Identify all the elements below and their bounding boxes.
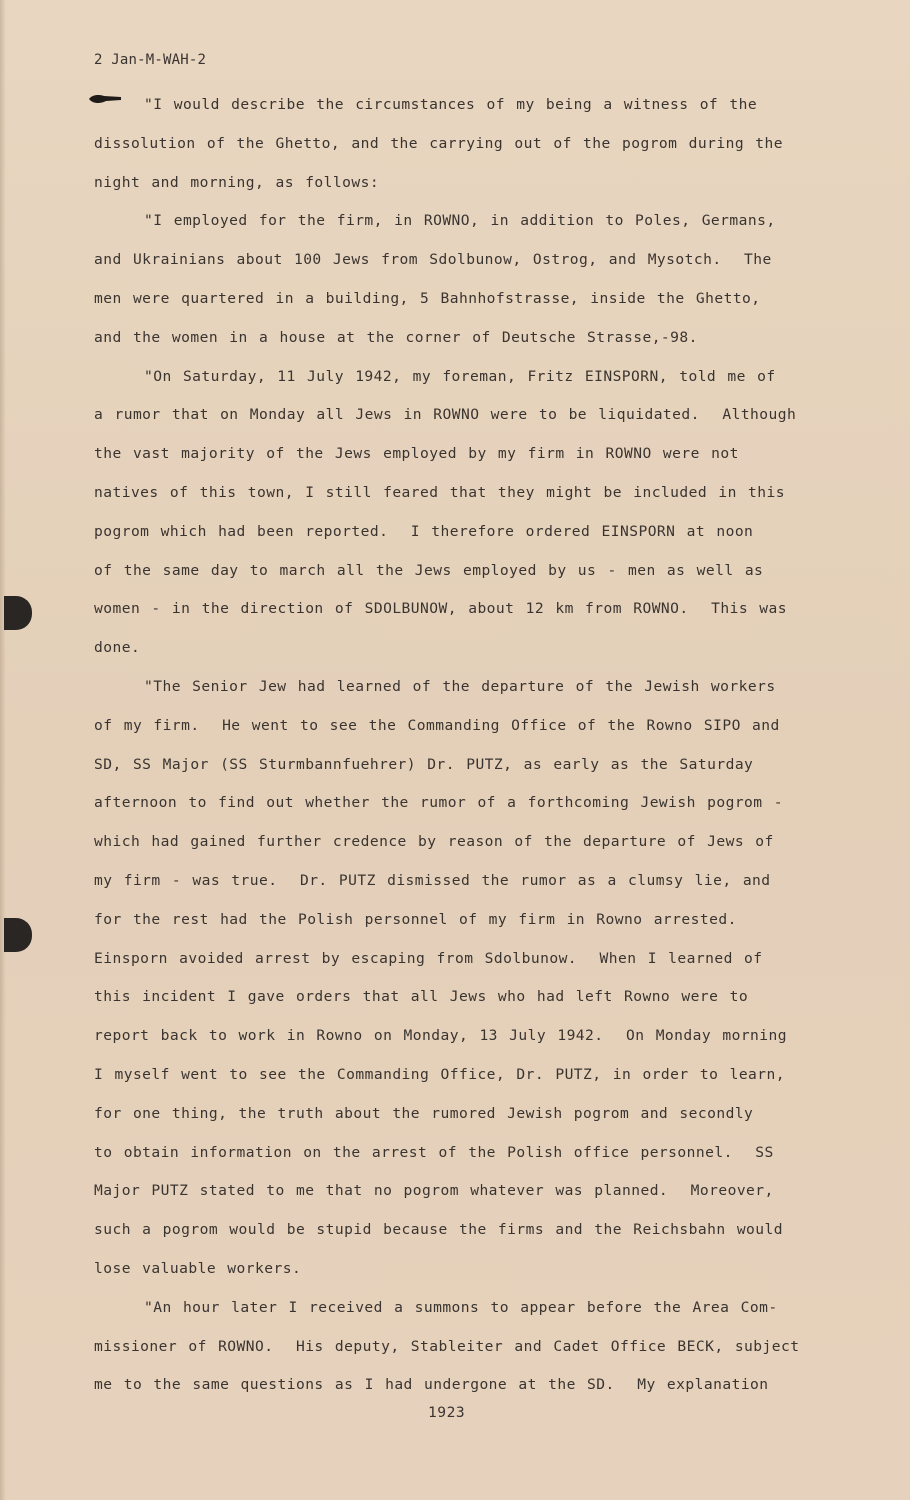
text-line: my firm - was true. Dr. PUTZ dismissed the rumor as a clumsy lie, and: [94, 871, 771, 889]
text-line: and the women in a house at the corner of Deutsche Strasse,-98.: [94, 328, 698, 346]
text-line: such a pogrom would be stupid because the firms and the Reichsbahn would: [94, 1221, 784, 1239]
text-line: natives of this town, I still feared that they might be included in this: [94, 483, 786, 501]
paragraph: [94, 86, 814, 202]
text-line: this incident I gave orders that all Jews who had left Rowno were to: [94, 988, 749, 1006]
text-line: for one thing, the truth about the rumored Jewish pogrom and secondly: [94, 1104, 754, 1122]
text-line: afternoon to find out whether the rumor of a forthcoming Jewish pogrom -: [94, 794, 784, 812]
text-line: I myself went to see the Commanding Office, Dr. PUTZ, in order to learn,: [94, 1065, 786, 1083]
punch-hole-upper: [4, 596, 32, 630]
document-reference: 2 Jan-M-WAH-2: [94, 52, 207, 68]
paragraph: [94, 202, 814, 357]
text-line: "I employed for the firm, in ROWNO, in addition to Poles, Germans,: [144, 212, 776, 230]
text-line: men were quartered in a building, 5 Bahnhofstrasse, inside the Ghetto,: [94, 289, 761, 307]
text-line: and Ukrainians about 100 Jews from Sdolbunow, Ostrog, and Mysotch. The: [94, 251, 772, 269]
text-line: me to the same questions as I had undergone at the SD. My explanation: [94, 1376, 769, 1394]
text-line: done.: [94, 639, 141, 657]
text-line: lose valuable workers.: [94, 1259, 302, 1277]
punch-hole-lower: [4, 918, 32, 952]
text-line: "On Saturday, 11 July 1942, my foreman, Fritz EINSPORN, told me of: [144, 367, 776, 385]
text-line: to obtain information on the arrest of the Polish office personnel. SS: [94, 1143, 774, 1161]
text-line: for the rest had the Polish personnel of my firm in Rowno arrested.: [94, 910, 737, 928]
text-line: "An hour later I received a summons to appear before the Area Com-: [144, 1298, 778, 1316]
text-line: "The Senior Jew had learned of the departure of the Jewish workers: [144, 677, 776, 695]
text-line: SD, SS Major (SS Sturmbannfuehrer) Dr. PUTZ, as early as the Saturday: [94, 755, 754, 773]
document-body: [94, 86, 814, 1405]
paragraph: [94, 1289, 814, 1405]
paragraph: [94, 668, 814, 1289]
text-line: night and morning, as follows:: [94, 173, 380, 191]
text-line: dissolution of the Ghetto, and the carrying out of the pogrom during the: [94, 134, 784, 152]
text-line: "I would describe the circumstances of my being a witness of the: [144, 96, 758, 113]
text-line: report back to work in Rowno on Monday, 13 July 1942. On Monday morning: [94, 1027, 788, 1045]
text-line: Einsporn avoided arrest by escaping from Sdolbunow. When I learned of: [94, 949, 763, 967]
text-line: Major PUTZ stated to me that no pogrom whatever was planned. Moreover,: [94, 1182, 774, 1200]
page-number: 1923: [428, 1404, 466, 1421]
text-line: of my firm. He went to see the Commanding Office of the Rowno SIPO and: [94, 716, 780, 734]
text-line: of the same day to march all the Jews employed by us - men as well as: [94, 561, 764, 579]
page-edge-shadow: [0, 0, 6, 1500]
text-line: pogrom which had been reported. I therefore ordered EINSPORN at noon: [94, 522, 754, 540]
text-line: women - in the direction of SDOLBUNOW, about 12 km from ROWNO. This was: [94, 600, 788, 618]
paragraph: [94, 358, 814, 668]
text-line: missioner of ROWNO. His deputy, Stableiter and Cadet Office BECK, subject: [94, 1337, 800, 1355]
text-line: the vast majority of the Jews employed by my firm in ROWNO were not: [94, 445, 739, 463]
text-line: a rumor that on Monday all Jews in ROWNO were to be liquidated. Although: [94, 406, 797, 424]
text-line: which had gained further credence by reason of the departure of Jews of: [94, 833, 774, 851]
